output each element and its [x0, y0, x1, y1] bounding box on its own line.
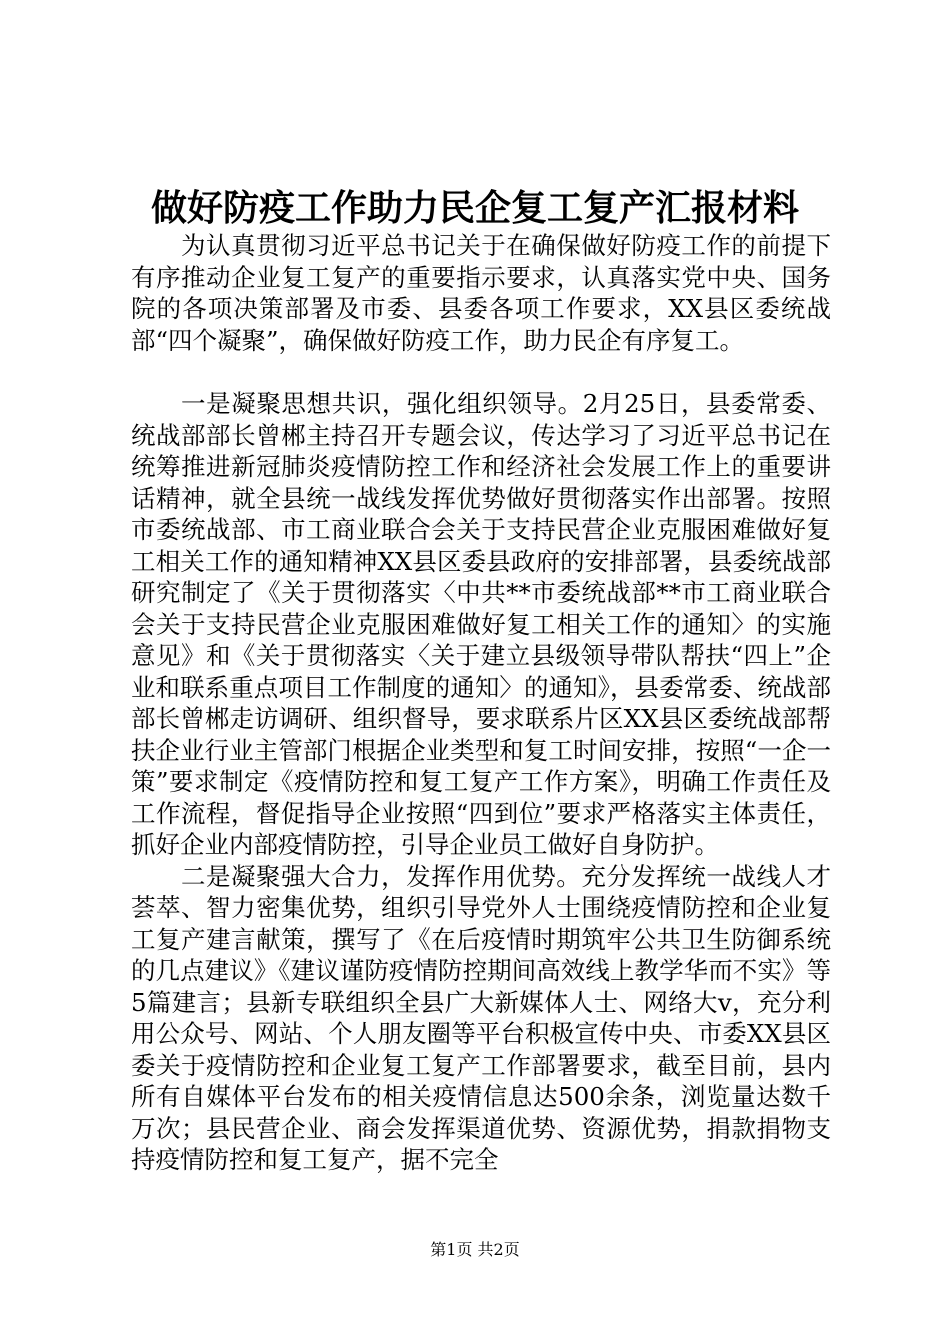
document-body — [131, 230, 831, 1176]
paragraph-point-two: 二是凝聚强大合力，发挥作用优势。充分发挥统一战线人才荟萃、智力密集优势，组织引导党外人士围绕疫情防控和企业复工复产建言献策，撰写了《在后疫情时期筑牢公共卫生防御系统的几点建议》《建议谨防疫情防控期间高效线上教学华而不实》等5篇建言；县新专联组织全县广大新媒体人士、网络大v，充分利用公众号、网站、个人朋友圈等平台积极宣传中央、市委XX县区委关于疫情防控和企业复工复产工作部署要求，截至目前，县内所有自媒体平台发布的相关疫情信息达500余条，浏览量达数千万次；县民营企业、商会发挥渠道优势、资源优势，捐款捐物支持疫情防控和复工复产，据不完全 — [131, 861, 831, 1174]
paragraph-intro: 为认真贯彻习近平总书记关于在确保做好防疫工作的前提下有序推动企业复工复产的重要指示要求，认真落实党中央、国务院的各项决策部署及市委、县委各项工作要求，XX县区委统战部“四个凝聚”，确保做好防疫工作，助力民企有序复工。 — [131, 231, 831, 355]
page-number-footer: 第1页 共2页 — [430, 1240, 520, 1259]
document-title: 做好防疫工作助力民企复工复产汇报材料 — [150, 187, 799, 229]
paragraph-point-one: 一是凝聚思想共识，强化组织领导。2月25日，县委常委、统战部部长曾郴主持召开专题会议，传达学习了习近平总书记在统筹推进新冠肺炎疫情防控工作和经济社会发展工作上的重要讲话精神，就全县统一战线发挥优势做好贯彻落实作出部署。按照市委统战部、市工商业联合会关于支持民营企业克服困难做好复工相关工作的通知精神XX县区委县政府的安排部署，县委统战部研究制定了《关于贯彻落实〈中共**市委统战部**市工商业联合会关于支持民营企业克服困难做好复工相关工作的通知〉的实施意见》和《关于贯彻落实〈关于建立县级领导带队帮扶“四上”企业和联系重点项目工作制度的通知〉的通知》，县委常委、统战部部长曾郴走访调研、组织督导，要求联系片区XX县区委统战部帮扶企业行业主管部门根据企业类型和复工时间安排，按照“一企一策”要求制定《疫情防控和复工复产工作方案》，明确工作责任及工作流程，督促指导企业按照“四到位”要求严格落实主体责任，抓好企业内部疫情防控，引导企业员工做好自身防护。 — [131, 389, 831, 859]
